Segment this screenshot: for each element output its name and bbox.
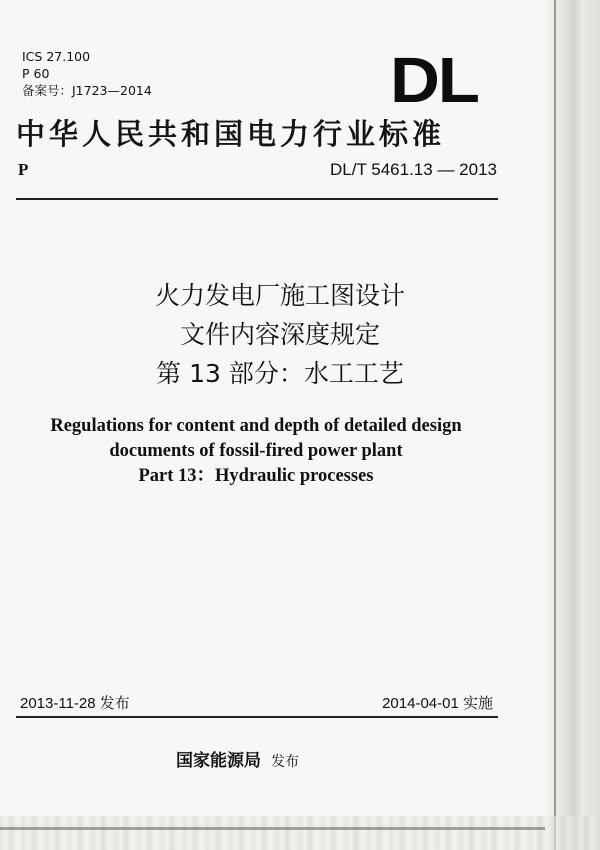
chinese-title-line: 火力发电厂施工图设计 xyxy=(154,281,405,310)
publisher-org: 国家能源局 xyxy=(176,751,261,771)
top-divider xyxy=(16,198,498,200)
scan-bottom-rule xyxy=(0,827,545,830)
ccs-code: P 60 xyxy=(22,66,50,81)
publisher xyxy=(176,746,299,771)
chinese-title xyxy=(0,276,560,393)
english-title-line: Regulations for content and depth of detailed design xyxy=(50,416,462,436)
bottom-divider xyxy=(16,716,498,718)
scan-bottom-noise xyxy=(0,816,600,850)
category-letter: P xyxy=(18,160,29,179)
chinese-title-line: 文件内容深度规定 xyxy=(179,320,380,349)
scan-edge xyxy=(542,0,600,850)
implement-date: 2014-04-01 实施 xyxy=(382,695,493,712)
classification-block xyxy=(22,48,152,99)
chinese-title-line: 第 13 部分：水工工艺 xyxy=(156,359,404,388)
english-title-line: Part 13：Hydraulic processes xyxy=(138,466,374,486)
issue-date: 2013-11-28 发布 xyxy=(20,695,130,712)
publisher-action: 发布 xyxy=(271,754,299,770)
dl-logo: DL xyxy=(390,44,478,116)
standard-title: 中华人民共和国电力行业标准 xyxy=(16,117,446,151)
standard-number: DL/T 5461.13 — 2013 xyxy=(330,160,497,179)
english-title xyxy=(0,414,512,489)
ics-code: ICS 27.100 xyxy=(22,49,91,64)
record-number: 备案号：J1723—2014 xyxy=(22,83,152,98)
english-title-line: documents of fossil-fired power plant xyxy=(109,441,403,461)
